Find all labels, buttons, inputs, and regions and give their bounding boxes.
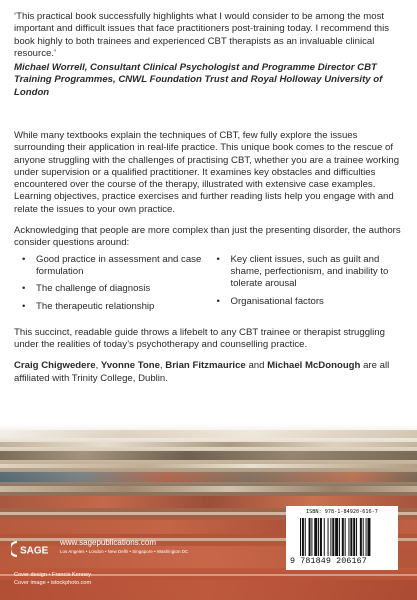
barcode-bar <box>328 518 329 556</box>
author-name: Brian Fitzmaurice <box>165 360 246 372</box>
photo-streak <box>0 472 417 482</box>
topics-column-left <box>14 254 209 318</box>
list-item: • Organisational factors <box>217 296 404 308</box>
list-item: • The challenge of diagnosis <box>22 283 209 295</box>
barcode-bar <box>339 518 340 556</box>
sage-logo <box>11 539 55 559</box>
barcode-bar <box>366 518 367 556</box>
isbn-label: ISBN: 978-1-84920-616-7 <box>306 509 378 515</box>
barcode-bar <box>330 518 331 556</box>
credit-image: Cover image • istockphoto.com <box>14 580 92 586</box>
author-separator: , <box>159 360 166 372</box>
author-separator: and <box>245 360 268 372</box>
barcode-bar <box>345 518 346 556</box>
endorsement <box>14 11 403 99</box>
logo-swoosh <box>11 542 17 556</box>
barcode-bar <box>342 518 344 556</box>
description-paragraph-3: This succinct, readable guide throws a lifebelt to any CBT trainee or therapist struggling under the realities of today’s psychotherapy and counselling practice. <box>14 326 385 351</box>
topics-column-right <box>209 254 404 318</box>
author-separator: , <box>95 360 101 372</box>
author-bio <box>14 360 403 385</box>
barcode-bar <box>367 518 370 556</box>
barcode-bar <box>353 518 355 556</box>
description-paragraph-1: While many textbooks explain the techniques of CBT, few fully explore the issues surrounding their application in real-life practice. This unique book comes to the rescue of anyone struggling with the challenges of practising CBT, whether you are a trainee working under supervision or a qualified practitioner. It examines key obstacles and difficulties encountered over the course of the therapy, illustrated with extensive case examples. Learning objectives, practice exercises and further reading lists help you engage with and relate the issues to your own practice. <box>14 130 400 215</box>
endorsement-attribution: Michael Worrell, Consultant Clinical Psychologist and Programme Director CBT Training Programmes, CNWL Foundation Trust and Royal Holloway University of London <box>14 62 383 98</box>
barcode-bar <box>335 518 338 556</box>
author-name: Yvonne Tone <box>100 360 160 372</box>
photo-streak <box>0 430 417 438</box>
credit-design: Cover design • Francis Kenney <box>14 572 91 578</box>
barcode-bar <box>309 518 311 556</box>
barcode-bar <box>305 518 306 556</box>
barcode-bar <box>314 518 317 556</box>
publisher-url[interactable]: www.sagepublications.com <box>60 538 157 547</box>
barcode-bar <box>350 518 352 556</box>
barcode-bar <box>360 518 362 556</box>
endorsement-quote: ‘This practical book successfully highlights what I would consider to be among the most important and difficult issues that face practitioners post-training today. I recommend this book highly to both trainees and experienced CBT therapists as an invaluable clinical resource.’ <box>14 11 390 59</box>
photo-streak <box>0 464 417 468</box>
barcode-bar <box>318 518 319 556</box>
barcode-digits: 9 781849 206167 <box>290 556 367 566</box>
list-item: • The therapeutic relationship <box>22 301 209 313</box>
photo-streak <box>0 442 417 447</box>
author-name: Craig Chigwedere <box>14 360 96 372</box>
photo-streak <box>0 486 417 492</box>
barcode-bar <box>332 518 334 556</box>
description-paragraph-2: Acknowledging that people are more complex than just the presenting disorder, the authors consider questions around: <box>14 225 401 249</box>
barcode-bar <box>311 518 312 556</box>
barcode-bar <box>302 518 304 556</box>
barcode-bars <box>300 518 392 556</box>
logo-wordmark: SAGE <box>20 545 49 557</box>
barcode-bar <box>348 518 349 556</box>
publisher-cities: Los Angeles • London • New Delhi • Singapore • Washington DC <box>60 549 189 554</box>
barcode-bar <box>324 518 325 556</box>
list-item: • Key client issues, such as guilt and shame, perfectionism, and inability to tolerate arousal <box>217 254 404 291</box>
list-item: • Good practice in assessment and case formulation <box>22 254 209 279</box>
barcode-bar <box>363 518 364 556</box>
photo-streak <box>0 451 417 460</box>
barcode-bar <box>356 518 357 556</box>
barcode-bar <box>320 518 322 556</box>
cover-credits <box>14 571 91 587</box>
topics-list <box>14 254 403 318</box>
author-name: Michael McDonough <box>267 360 361 372</box>
book-description <box>14 130 403 394</box>
barcode-bar <box>300 518 301 556</box>
barcode <box>286 506 398 570</box>
author-affiliation: are all affiliated with Trinity College, Dublin. <box>14 360 390 384</box>
